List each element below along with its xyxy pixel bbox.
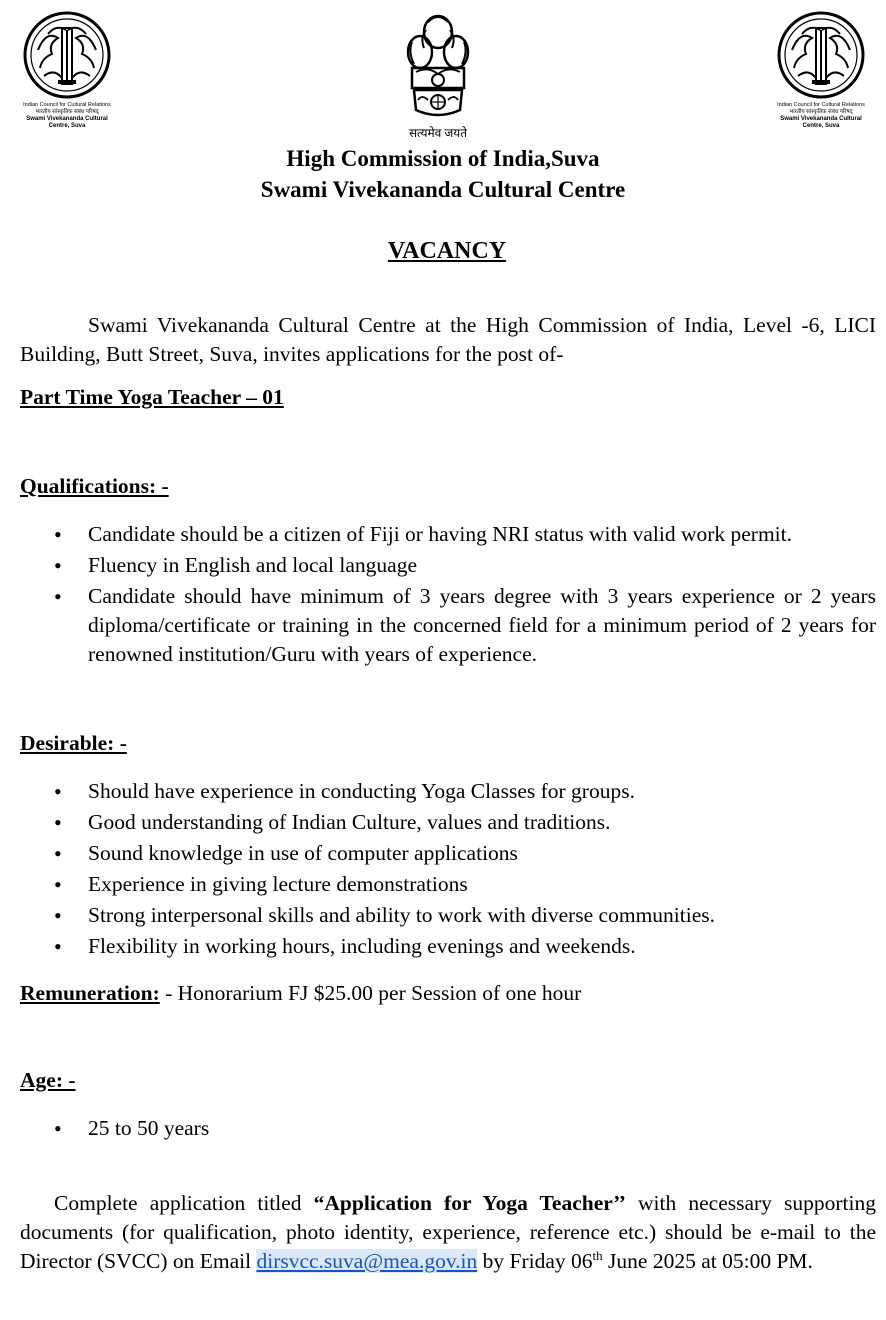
list-item: • Sound knowledge in use of computer applications — [20, 839, 876, 868]
remuneration-line — [20, 979, 876, 1008]
lion-capital-icon — [398, 8, 478, 126]
qualifications-list — [20, 520, 876, 671]
list-item: • Good understanding of Indian Culture, values and traditions. — [20, 808, 876, 837]
closing-text: June 2025 at 05:00 PM. — [602, 1249, 813, 1273]
national-emblem — [398, 8, 478, 141]
list-item: • Should have experience in conducting Yoga Classes for groups. — [20, 777, 876, 806]
closing-paragraph — [20, 1189, 876, 1276]
header-line-1: High Commission of India,Suva — [286, 146, 600, 171]
date-suffix: th — [592, 1247, 603, 1263]
header-line-2: Swami Vivekananda Cultural Centre — [260, 177, 626, 202]
intro-paragraph: Swami Vivekananda Cultural Centre at the High Commission of India, Level -6, LICI Building, Butt Street, Suva, invites applications for the post of- — [20, 313, 876, 366]
iccr-seal-icon — [772, 10, 870, 100]
list-item: • Strong interpersonal skills and ability to work with diverse communities. — [20, 901, 876, 930]
page-title: VACANCY — [387, 238, 507, 264]
desirable-heading: Desirable: - — [20, 731, 127, 755]
desirable-list — [20, 777, 876, 963]
list-item: • Experience in giving lecture demonstrations — [20, 870, 876, 899]
qualifications-heading: Qualifications: - — [20, 474, 169, 498]
list-item: • Fluency in English and local language — [20, 551, 876, 580]
post-title: Part Time Yoga Teacher – 01 — [20, 385, 284, 409]
remuneration-heading: Remuneration: — [20, 981, 160, 1005]
remuneration-text: - Honorarium FJ $25.00 per Session of one hour — [159, 981, 582, 1005]
email-link[interactable]: dirsvcc.suva@mea.gov.in — [256, 1249, 478, 1273]
list-item: • Candidate should have minimum of 3 years degree with 3 years experience or 2 years diploma/certificate or training in the concerned field for a minimum period of 2 years for renowned institution/Guru with years of experience. — [20, 582, 876, 669]
closing-text: with necessary supporting documents (for qualification, photo identity, experience, reference etc.) should be e-mail to the Director (SVCC) on Email — [20, 1191, 877, 1273]
application-title: “Application for Yoga Teacher’’ — [313, 1191, 626, 1215]
age-heading: Age: - — [20, 1068, 76, 1092]
list-item: • 25 to 50 years — [20, 1114, 876, 1143]
emblem-motto: सत्यमेव जयते — [408, 126, 468, 140]
age-list — [20, 1114, 876, 1145]
closing-text: Complete application titled — [54, 1191, 314, 1215]
iccr-logo-right — [772, 10, 870, 130]
iccr-logo-left — [18, 10, 116, 130]
list-item: • Candidate should be a citizen of Fiji or having NRI status with valid work permit. — [20, 520, 876, 549]
iccr-seal-icon — [18, 10, 116, 100]
iccr-caption: Indian Council for Cultural Relations भारतीय सांस्कृतिक संबंध परिषद् Swami Vivekananda Cultural Centre, Suva — [777, 102, 865, 129]
iccr-caption: Indian Council for Cultural Relations भारतीय सांस्कृतिक संबंध परिषद् Swami Vivekananda Cultural Centre, Suva — [23, 102, 111, 129]
list-item: • Flexibility in working hours, including evenings and weekends. — [20, 932, 876, 961]
closing-text: by Friday 06 — [477, 1249, 593, 1273]
